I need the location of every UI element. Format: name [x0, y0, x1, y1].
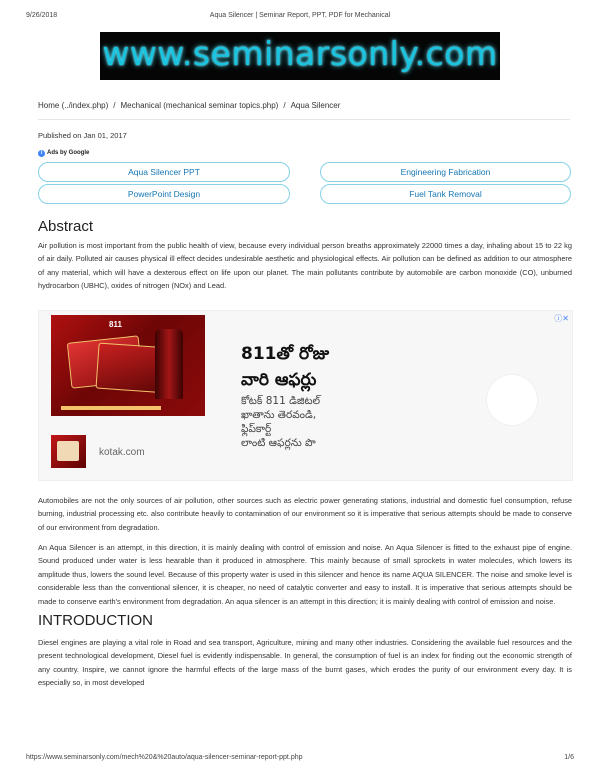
- ads-by-google[interactable]: [38, 150, 89, 157]
- ad-description-line: ఫ్లిప్‌కార్ట్: [241, 423, 272, 435]
- ad-logo-inner: [57, 441, 79, 461]
- body-paragraph: Automobiles are not the only sources of air pollution, other sources such as electric power generating stations, industrial and domestic fuel consumption, refuse burning, industrial processing etc. also contribute heavily to contamination of our environment so it is imperative that serious attempts should be made to conserve of our environment from degradation.: [38, 496, 572, 532]
- ad-link-fuel-tank-removal[interactable]: Fuel Tank Removal: [320, 184, 571, 204]
- ad-description-line: కోటక్ 811 డిజిటల్: [241, 395, 321, 407]
- ads-by-label: Ads by Google: [47, 150, 90, 156]
- print-date: 9/26/2018: [26, 12, 58, 19]
- divider: [38, 119, 570, 120]
- site-banner[interactable]: [100, 32, 500, 80]
- ad-description-line: ఖాతాను తెరవండి,: [241, 409, 317, 421]
- breadcrumb-mechanical-link[interactable]: Mechanical (mechanical seminar topics.php): [120, 101, 279, 110]
- abstract-heading: Abstract: [38, 218, 94, 235]
- ad-link-powerpoint-design[interactable]: PowerPoint Design: [38, 184, 290, 204]
- breadcrumb-separator: /: [113, 101, 116, 110]
- ad-domain[interactable]: kotak.com: [99, 447, 145, 458]
- ad-strip-graphic: [61, 406, 161, 410]
- ad-logo: [51, 435, 86, 468]
- ad-headline-line: 811తో రోజు: [241, 344, 330, 364]
- display-ad[interactable]: [38, 310, 573, 481]
- ad-open-button[interactable]: [487, 375, 537, 425]
- ad-headline-line: వారి ఆఫర్లు: [241, 370, 317, 390]
- breadcrumb-current: Aqua Silencer: [290, 101, 341, 110]
- introduction-paragraph: Diesel engines are playing a vital role in Road and sea transport, Agriculture, mining and many other industries. Considering the available fuel resources and the present technological development, Diesel fuel is evidently indispensable. In general, the consumption of fuel is an index for finding out the economic strength of any country. Inspire, we cannot ignore the harmful effects of the large mass of the burnt gases, which erodes the purity of our environment every day. It is especially so, in most developed: [38, 638, 572, 688]
- print-url: https://www.seminarsonly.com/mech%20&%20auto/aqua-silencer-seminar-report-ppt.php: [26, 754, 303, 761]
- breadcrumb: [38, 101, 340, 110]
- ad-choices-icon[interactable]: ⓘ✕: [554, 314, 569, 323]
- ad-description: [241, 394, 320, 450]
- breadcrumb-separator: /: [283, 101, 286, 110]
- ad-description-line: లాంటి ఆఫర్లను పొ: [241, 437, 316, 449]
- ad-bottle-graphic: [155, 329, 183, 399]
- site-banner-text: www.seminarsonly.com: [102, 34, 498, 73]
- ad-headline[interactable]: [241, 341, 329, 393]
- ad-image[interactable]: [51, 315, 205, 416]
- published-date: Published on Jan 01, 2017: [38, 131, 127, 140]
- ad-brand-text: 811: [109, 320, 122, 329]
- body-paragraph: An Aqua Silencer is an attempt, in this direction, it is mainly dealing with control of emission and noise. An Aqua Silencer is fitted to the exhaust pipe of engine. Sound produced under water is less hearable than it produced in atmosphere. This mainly because of small sprockets in water molecules, which lowers its amplitude thus, lowers the sound level. Because of this property water is used in this silencer and hence its name AQUA SILENCER. The noise and smoke level is considerable less than the conventional silencer, it is cheaper, no need of catalytic converter and easy to install. It is imperative that serious attempts should be made to conserve earth's environment from degradation. An aqua silencer is an attempt in this direction; it is mainly dealing with control of emission and noise.: [38, 543, 572, 606]
- ad-link-aqua-silencer-ppt[interactable]: Aqua Silencer PPT: [38, 162, 290, 182]
- ad-link-engineering-fabrication[interactable]: Engineering Fabrication: [320, 162, 571, 182]
- info-icon: i: [38, 150, 45, 157]
- abstract-paragraph: Air pollution is most important from the public health of view, because every individual person breaths approximately 22000 times a day, inhaling about 15 to 22 kg of air daily. Polluted air causes physical ill effect decides undesirable aesthetic and physiological effects. Air pollution can be defined as addition to our atmosphere of any material, which will have a dexterous effect on life upon our planet. The main pollutants contribute by automobile are carbon monoxide (CO), unburned hydrocarbon (UBHC), oxides of nitrogen (NOx) and Lead.: [38, 241, 572, 291]
- print-page-number: 1/6: [564, 754, 574, 761]
- print-page-title: Aqua Silencer | Seminar Report, PPT, PDF for Mechanical: [209, 12, 391, 19]
- breadcrumb-home-link[interactable]: Home (../index.php): [38, 101, 109, 110]
- print-header: [0, 12, 600, 24]
- introduction-heading: INTRODUCTION: [38, 612, 153, 629]
